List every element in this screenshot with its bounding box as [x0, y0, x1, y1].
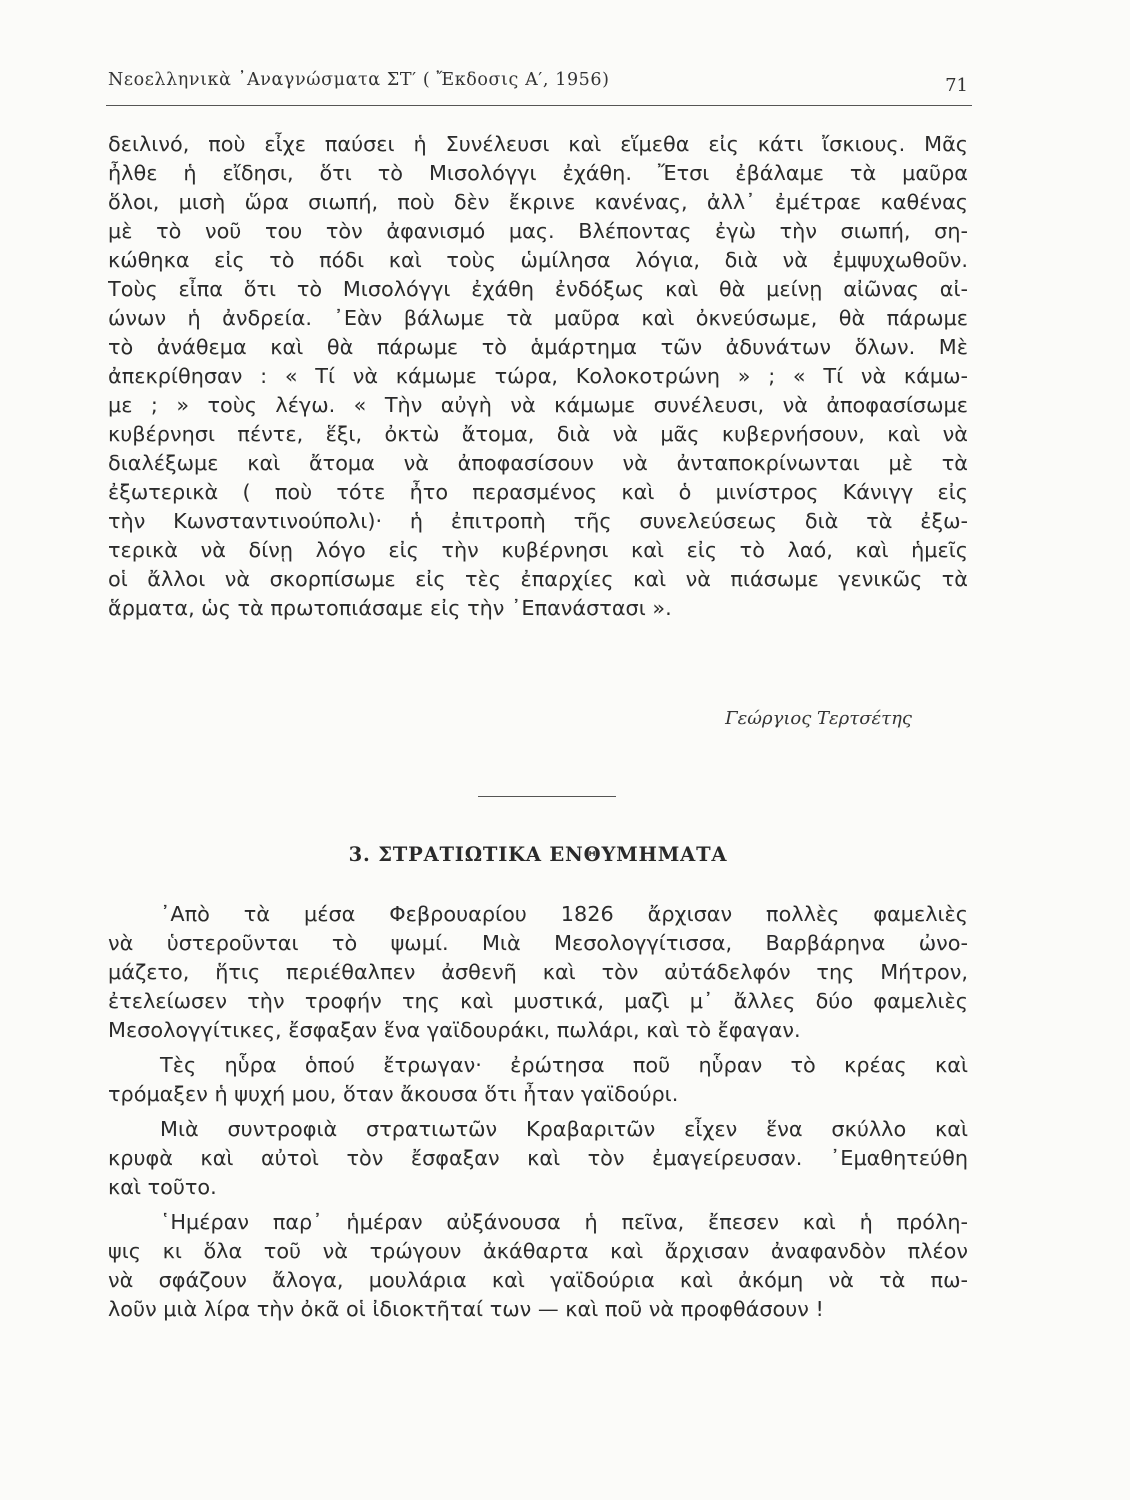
- excerpt-1-text: [108, 130, 968, 623]
- text-line: κυβέρνησι πέντε, ἕξι, ὀκτὼ ἄτομα, διὰ νὰ μᾶς κυβερνήσουν, καὶ νὰ: [108, 422, 968, 446]
- author-signature: Γεώργιος Τερτσέτης: [725, 708, 912, 729]
- text-line: ἀπεκρίθησαν : « Τί νὰ κάμωμε τώρα, Κολοκοτρώνη » ; « Τί νὰ κάμω-: [108, 364, 968, 388]
- text-line: νὰ σφάζουν ἄλογα, μουλάρια καὶ γαϊδούρια καὶ ἀκόμη νὰ τὰ πω-: [108, 1268, 968, 1292]
- text-line: μάζετο, ἥτις περιέθαλπεν ἀσθενῆ καὶ τὸν αὐτάδελφόν της Μήτρον,: [108, 960, 968, 984]
- header-rule: [106, 105, 972, 106]
- section-divider: [478, 796, 616, 797]
- excerpt-2-text: [108, 900, 968, 1324]
- text-line: Μιὰ συντροφιὰ στρατιωτῶν Κραβαριτῶν εἶχεν ἕνα σκύλλο καὶ: [160, 1117, 968, 1141]
- page-number: 71: [945, 75, 968, 96]
- text-line: λοῦν μιὰ λίρα τὴν ὀκᾶ οἱ ἰδιοκτῆταί των — καὶ ποῦ νὰ προφθάσουν !: [108, 1297, 824, 1321]
- text-line: τερικὰ νὰ δίνῃ λόγο εἰς τὴν κυβέρνησι καὶ εἰς τὸ λαό, καὶ ἡμεῖς: [108, 538, 968, 562]
- text-line: με ; » τοὺς λέγω. « Τὴν αὐγὴ νὰ κάμωμε συνέλευσι, νὰ ἀποφασίσωμε: [108, 393, 968, 417]
- text-line: διαλέξωμε καὶ ἄτομα νὰ ἀποφασίσουν νὰ ἀνταποκρίνωνται μὲ τὰ: [108, 451, 968, 475]
- text-line: τρόμαξεν ἡ ψυχή μου, ὅταν ἄκουσα ὅτι ἦταν γαϊδούρι.: [108, 1082, 679, 1106]
- running-header-title: Νεοελληνικὰ ᾿Αναγνώσματα ΣΤ′ ( Ἔκδοσις Α′, 1956): [108, 70, 610, 90]
- text-line: δειλινό, ποὺ εἶχε παύσει ἡ Συνέλευσι καὶ εἵμεθα εἰς κάτι ἴσκιους. Μᾶς: [108, 132, 968, 156]
- text-line: νὰ ὑστεροῦνται τὸ ψωμί. Μιὰ Μεσολογγίτισσα, Βαρβάρηνα ὠνο-: [108, 931, 968, 955]
- text-line: Μεσολογγίτικες, ἔσφαξαν ἕνα γαϊδουράκι, πωλάρι, καὶ τὸ ἔφαγαν.: [108, 1018, 801, 1042]
- text-line: κώθηκα εἰς τὸ πόδι καὶ τοὺς ὡμίλησα λόγια, διὰ νὰ ἐμψυχωθοῦν.: [108, 248, 968, 272]
- text-line: ἐτελείωσεν τὴν τροφήν της καὶ μυστικά, μαζὶ μ᾿ ἄλλες δύο φαμελιὲς: [108, 989, 968, 1013]
- text-line: ώνων ἡ ἀνδρεία. ᾿Εὰν βάλωμε τὰ μαῦρα καὶ ὀκνεύσωμε, θὰ πάρωμε: [108, 306, 968, 330]
- section-title: 3. ΣΤΡΑΤΙΩΤΙΚΑ ΕΝΘΥΜΗΜΑΤΑ: [348, 843, 728, 866]
- text-line: ψις κι ὅλα τοῦ νὰ τρώγουν ἀκάθαρτα καὶ ἄρχισαν ἀναφανδὸν πλέον: [108, 1239, 968, 1263]
- text-line: ὅλοι, μισὴ ὥρα σιωπή, ποὺ δὲν ἔκρινε κανένας, ἀλλ᾿ ἐμέτραε καθένας: [108, 190, 968, 214]
- text-line: ᾿Απὸ τὰ μέσα Φεβρουαρίου 1826 ἄρχισαν πολλὲς φαμελιὲς: [160, 902, 968, 926]
- text-line: ἦλθε ἡ εἴδησι, ὅτι τὸ Μισολόγγι ἐχάθη. Ἔτσι ἐβάλαμε τὰ μαῦρα: [108, 161, 968, 185]
- text-line: κρυφὰ καὶ αὐτοὶ τὸν ἔσφαξαν καὶ τὸν ἐμαγείρευσαν. ᾿Εμαθητεύθη: [108, 1146, 968, 1170]
- text-line: Τοὺς εἶπα ὅτι τὸ Μισολόγγι ἐχάθη ἐνδόξως καὶ θὰ μείνῃ αἰῶνας αἰ-: [108, 277, 968, 301]
- text-line: τὸ ἀνάθεμα καὶ θὰ πάρωμε τὸ ἁμάρτημα τῶν ἀδυνάτων ὅλων. Μὲ: [108, 335, 968, 359]
- text-line: ἐξωτερικὰ ( ποὺ τότε ἦτο περασμένος καὶ ὁ μινίστρος Κάνιγγ εἰς: [108, 480, 968, 504]
- text-line: ῾Ημέραν παρ᾿ ἡμέραν αὐξάνουσα ἡ πεῖνα, ἔπεσεν καὶ ἡ πρόλη-: [160, 1210, 968, 1234]
- text-line: ἅρματα, ὡς τὰ πρωτοπιάσαμε εἰς τὴν ᾿Επανάστασι ».: [108, 596, 672, 620]
- text-line: Τὲς ηὗρα ὁπού ἔτρωγαν· ἐρώτησα ποῦ ηὗραν τὸ κρέας καὶ: [160, 1053, 968, 1077]
- text-line: μὲ τὸ νοῦ του τὸν ἀφανισμό μας. Βλέποντας ἐγὼ τὴν σιωπή, ση-: [108, 219, 968, 243]
- text-line: τὴν Κωνσταντινούπολι)· ἡ ἐπιτροπὴ τῆς συνελεύσεως διὰ τὰ ἐξω-: [108, 509, 968, 533]
- text-line: οἱ ἄλλοι νὰ σκορπίσωμε εἰς τὲς ἐπαρχίες καὶ νὰ πιάσωμε γενικῶς τὰ: [108, 567, 968, 591]
- text-line: καὶ τοῦτο.: [108, 1175, 217, 1199]
